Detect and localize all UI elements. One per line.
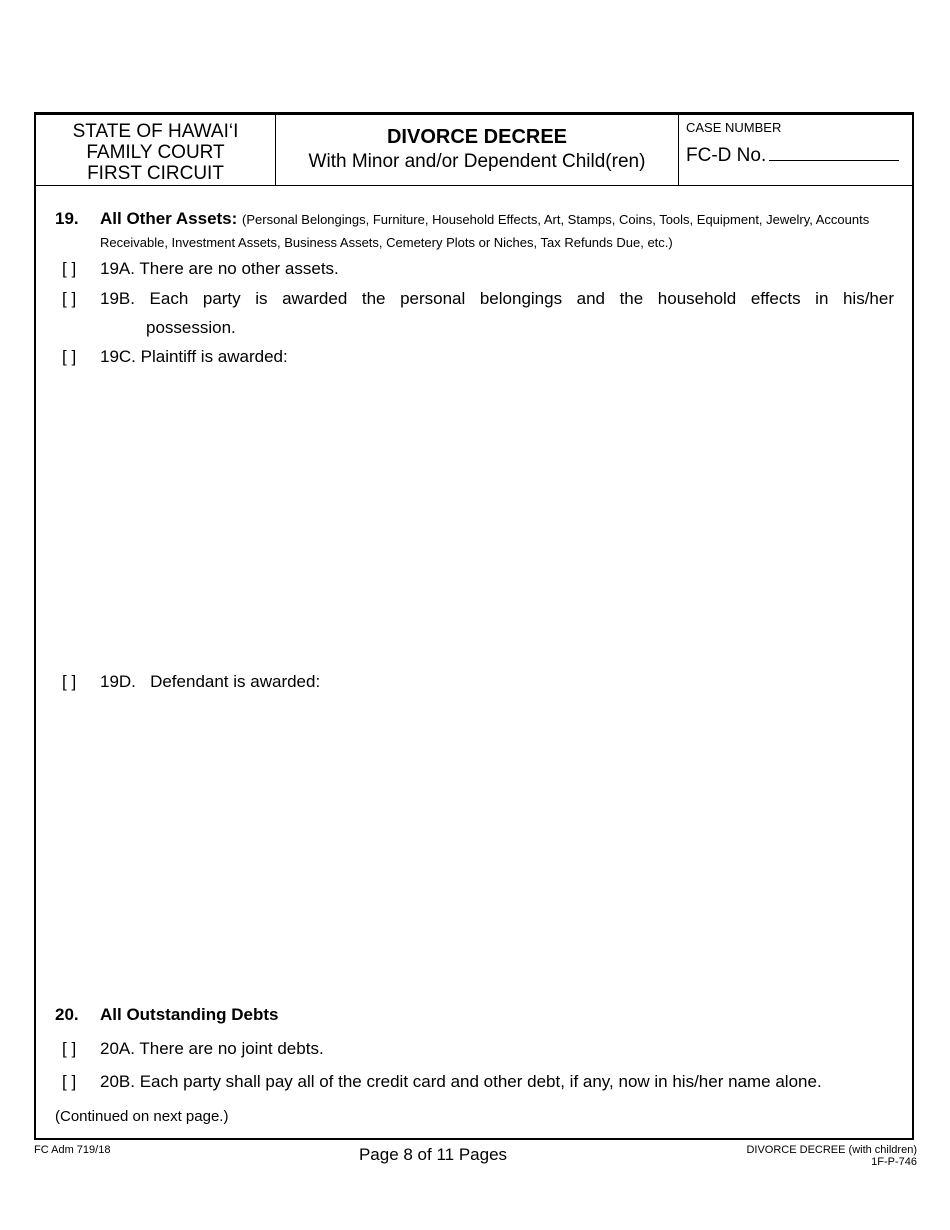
- option-19b: [62, 289, 894, 309]
- doc-code: 1F-P-746: [871, 1156, 917, 1168]
- section-19-number: 19.: [55, 209, 79, 228]
- section-20-number: 20.: [55, 1005, 79, 1024]
- option-20a: [62, 1039, 324, 1059]
- option-20a-text: 20A. There are no joint debts.: [100, 1039, 324, 1058]
- case-number-label: CASE NUMBER: [686, 120, 782, 135]
- continued-note: (Continued on next page.): [55, 1108, 229, 1125]
- doc-name-text: DIVORCE DECREE (with children): [746, 1144, 917, 1156]
- page-number: Page 8 of 11 Pages: [358, 1145, 508, 1164]
- document-subtitle: With Minor and/or Dependent Child(ren): [308, 151, 646, 172]
- option-19a-text: 19A. There are no other assets.: [100, 259, 339, 278]
- case-number-prefix: FC-D No.: [686, 145, 767, 166]
- option-20b: [62, 1072, 822, 1092]
- case-number-blank[interactable]: [769, 145, 899, 161]
- section-19-note-1: (Personal Belongings, Furniture, Household Effects, Art, Stamps, Coins, Tools, Equipment, Jewelry, Accounts: [242, 212, 870, 227]
- checkbox-20b[interactable]: [ ]: [62, 1072, 77, 1091]
- section-19-note-2: Receivable, Investment Assets, Business Assets, Cemetery Plots or Niches, Tax Refunds Due, etc.): [100, 235, 673, 250]
- form-id: FC Adm 719/18: [34, 1144, 111, 1156]
- section-19-heading: All Other Assets:: [100, 209, 238, 228]
- case-number-field[interactable]: [679, 135, 914, 167]
- option-19a: [62, 259, 339, 279]
- court-block: [36, 115, 276, 185]
- doc-name: [746, 1144, 917, 1168]
- title-block: [276, 115, 679, 185]
- checkbox-19d[interactable]: [ ]: [62, 672, 77, 691]
- checkbox-19b[interactable]: [ ]: [62, 289, 77, 308]
- case-number-block: [679, 115, 914, 185]
- checkbox-20a[interactable]: [ ]: [62, 1039, 77, 1058]
- section-20-heading: All Outstanding Debts: [100, 1005, 279, 1024]
- option-19d-text: 19D. Defendant is awarded:: [100, 672, 321, 691]
- option-19c: [62, 347, 288, 367]
- form-header: [36, 115, 912, 186]
- form-frame: [34, 112, 914, 1140]
- option-19c-text: 19C. Plaintiff is awarded:: [100, 347, 288, 366]
- court-name: FAMILY COURT: [86, 142, 225, 163]
- document-title: DIVORCE DECREE: [386, 126, 568, 148]
- checkbox-19c[interactable]: [ ]: [62, 347, 77, 366]
- section-19-heading-line: [100, 209, 869, 229]
- option-19d: [62, 672, 320, 692]
- option-20b-text: 20B. Each party shall pay all of the credit card and other debt, if any, now in his/her name alone.: [100, 1072, 822, 1091]
- checkbox-19a[interactable]: [ ]: [62, 259, 77, 278]
- court-state: STATE OF HAWAI‘I: [72, 121, 239, 142]
- option-19b-text: 19B. Each party is awarded the personal belongings and the household effects in his/her: [100, 289, 894, 308]
- option-19b-continuation: possession.: [146, 318, 236, 337]
- court-circuit: FIRST CIRCUIT: [87, 163, 224, 184]
